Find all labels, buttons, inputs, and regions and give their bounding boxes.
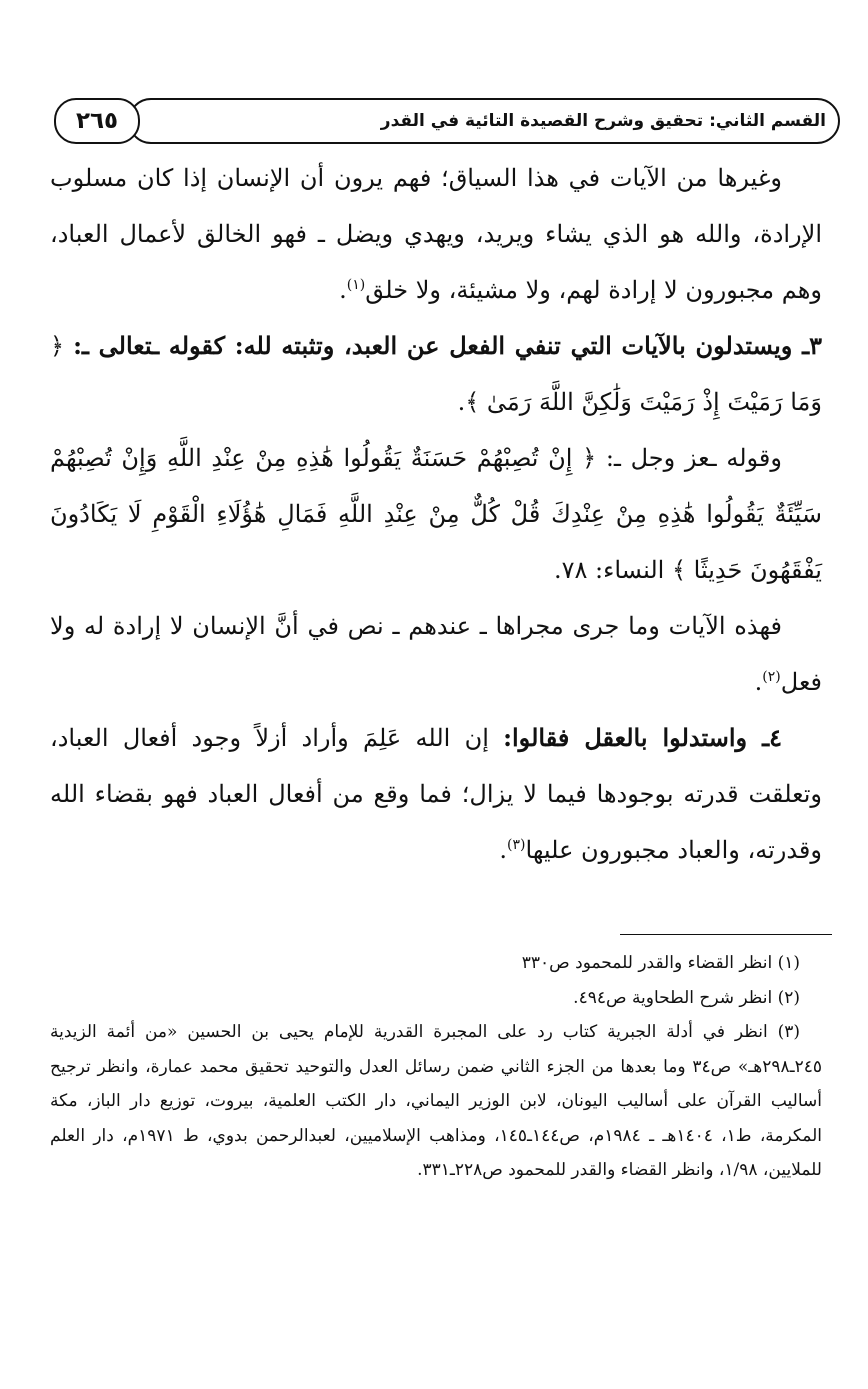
footnote-ref-3: (٣) — [507, 837, 526, 853]
footnote-ref-2: (٢) — [762, 669, 781, 685]
footnote-3: (٣) انظر في أدلة الجبرية كتاب رد على المجبرة القدرية للإمام يحيى بن الحسين «من أئمة الزيدية ٢٤٥ـ٢٩٨هـ» ص٣٤ وما بعدها من الجزء الثاني ضمن رسائل العدل والتوحيد تحقيق محمد عمارة، وانظر ترجيح أساليب القرآن على أساليب اليونان، لابن الوزير اليماني، دار الكتب العلمية، بيروت، توزيع دار الباز، مكة المكرمة، ط١، ١٤٠٤هـ ـ ١٩٨٤م، ص١٤٤ـ١٤٥، ومذاهب الإسلاميين، لعبدالرحمن بدوي، ط ١٩٧١م، دار العلم للملايين، ١/٩٨، وانظر القضاء والقدر للمحمود ص٢٢٨ـ٣٣١. — [50, 1022, 823, 1180]
point-3-heading: ٣ـ ويستدلون بالآيات التي تنفي الفعل عن العبد، وتثبته لله: كقوله ـتعالى ـ: — [73, 331, 822, 360]
paragraph-1 — [50, 150, 822, 318]
quran-verse-1: ﴿ وَمَا رَمَيْتَ إِذْ رَمَيْتَ وَلَٰكِنَّ اللَّهَ رَمَىٰ ﴾ — [50, 332, 822, 416]
paragraph-5-text: إن الله عَلِمَ وأراد أزلاً وجود أفعال العباد، وتعلقت قدرته بوجودها فيما لا يزال؛ فما وقع من أفعال العباد فهو بقضاء الله وقدرته، والعباد مجبورون عليها — [50, 724, 822, 864]
paragraph-5 — [50, 710, 822, 878]
footnotes — [50, 946, 822, 1188]
verse-reference: النساء: ٧٨. — [553, 556, 665, 584]
paragraph-2-end: . — [457, 388, 466, 416]
paragraph-1-end: . — [339, 276, 347, 304]
running-title: القسم الثاني: تحقيق وشرح القصيدة التائية في القدر — [380, 111, 826, 131]
paragraph-4-text: فهذه الآيات وما جرى مجراها ـ عندهم ـ نص في أنَّ الإنسان لا إرادة له ولا فعل — [50, 612, 822, 696]
paragraph-4 — [50, 598, 822, 710]
footnote-divider — [620, 934, 832, 935]
paragraph-3-intro: وقوله ـعز وجل ـ: — [605, 444, 782, 472]
paragraph-2 — [50, 318, 822, 430]
paragraph-1-text: وغيرها من الآيات في هذا السياق؛ فهم يرون أن الإنسان إذا كان مسلوب الإرادة، والله هو الذي يشاء ويريد، ويهدي ويضل ـ فهو الخالق لأعمال العباد، وهم مجبورون لا إرادة لهم، ولا مشيئة، ولا خلق — [50, 164, 822, 304]
paragraph-4-end: . — [754, 668, 763, 696]
paragraph-5-end: . — [499, 836, 508, 864]
paragraph-3 — [50, 430, 822, 598]
footnote-1: (١) انظر القضاء والقدر للمحمود ص٣٣٠ — [521, 953, 800, 973]
footnote-ref-1: (١) — [346, 277, 366, 293]
quran-verse-2: ﴿ إِنْ تُصِبْهُمْ حَسَنَةٌ يَقُولُوا هَٰذِهِ مِنْ عِنْدِ اللَّهِ وَإِنْ تُصِبْهُمْ سَيِّئَةٌ يَقُولُوا هَٰذِهِ مِنْ عِنْدِكَ قُلْ كُلٌّ مِنْ عِنْدِ اللَّهِ فَمَالِ هَٰؤُلَاءِ الْقَوْمِ لَا يَكَادُونَ يَفْقَهُونَ حَدِيثًا ﴾ — [50, 444, 822, 584]
page-number — [54, 98, 140, 144]
main-text — [50, 150, 822, 878]
point-4-heading: ٤ـ واستدلوا بالعقل فقالوا: — [503, 723, 783, 752]
page-number-text: ٢٦٥ — [75, 108, 119, 134]
footnote-2: (٢) انظر شرح الطحاوية ص٤٩٤. — [573, 987, 800, 1008]
